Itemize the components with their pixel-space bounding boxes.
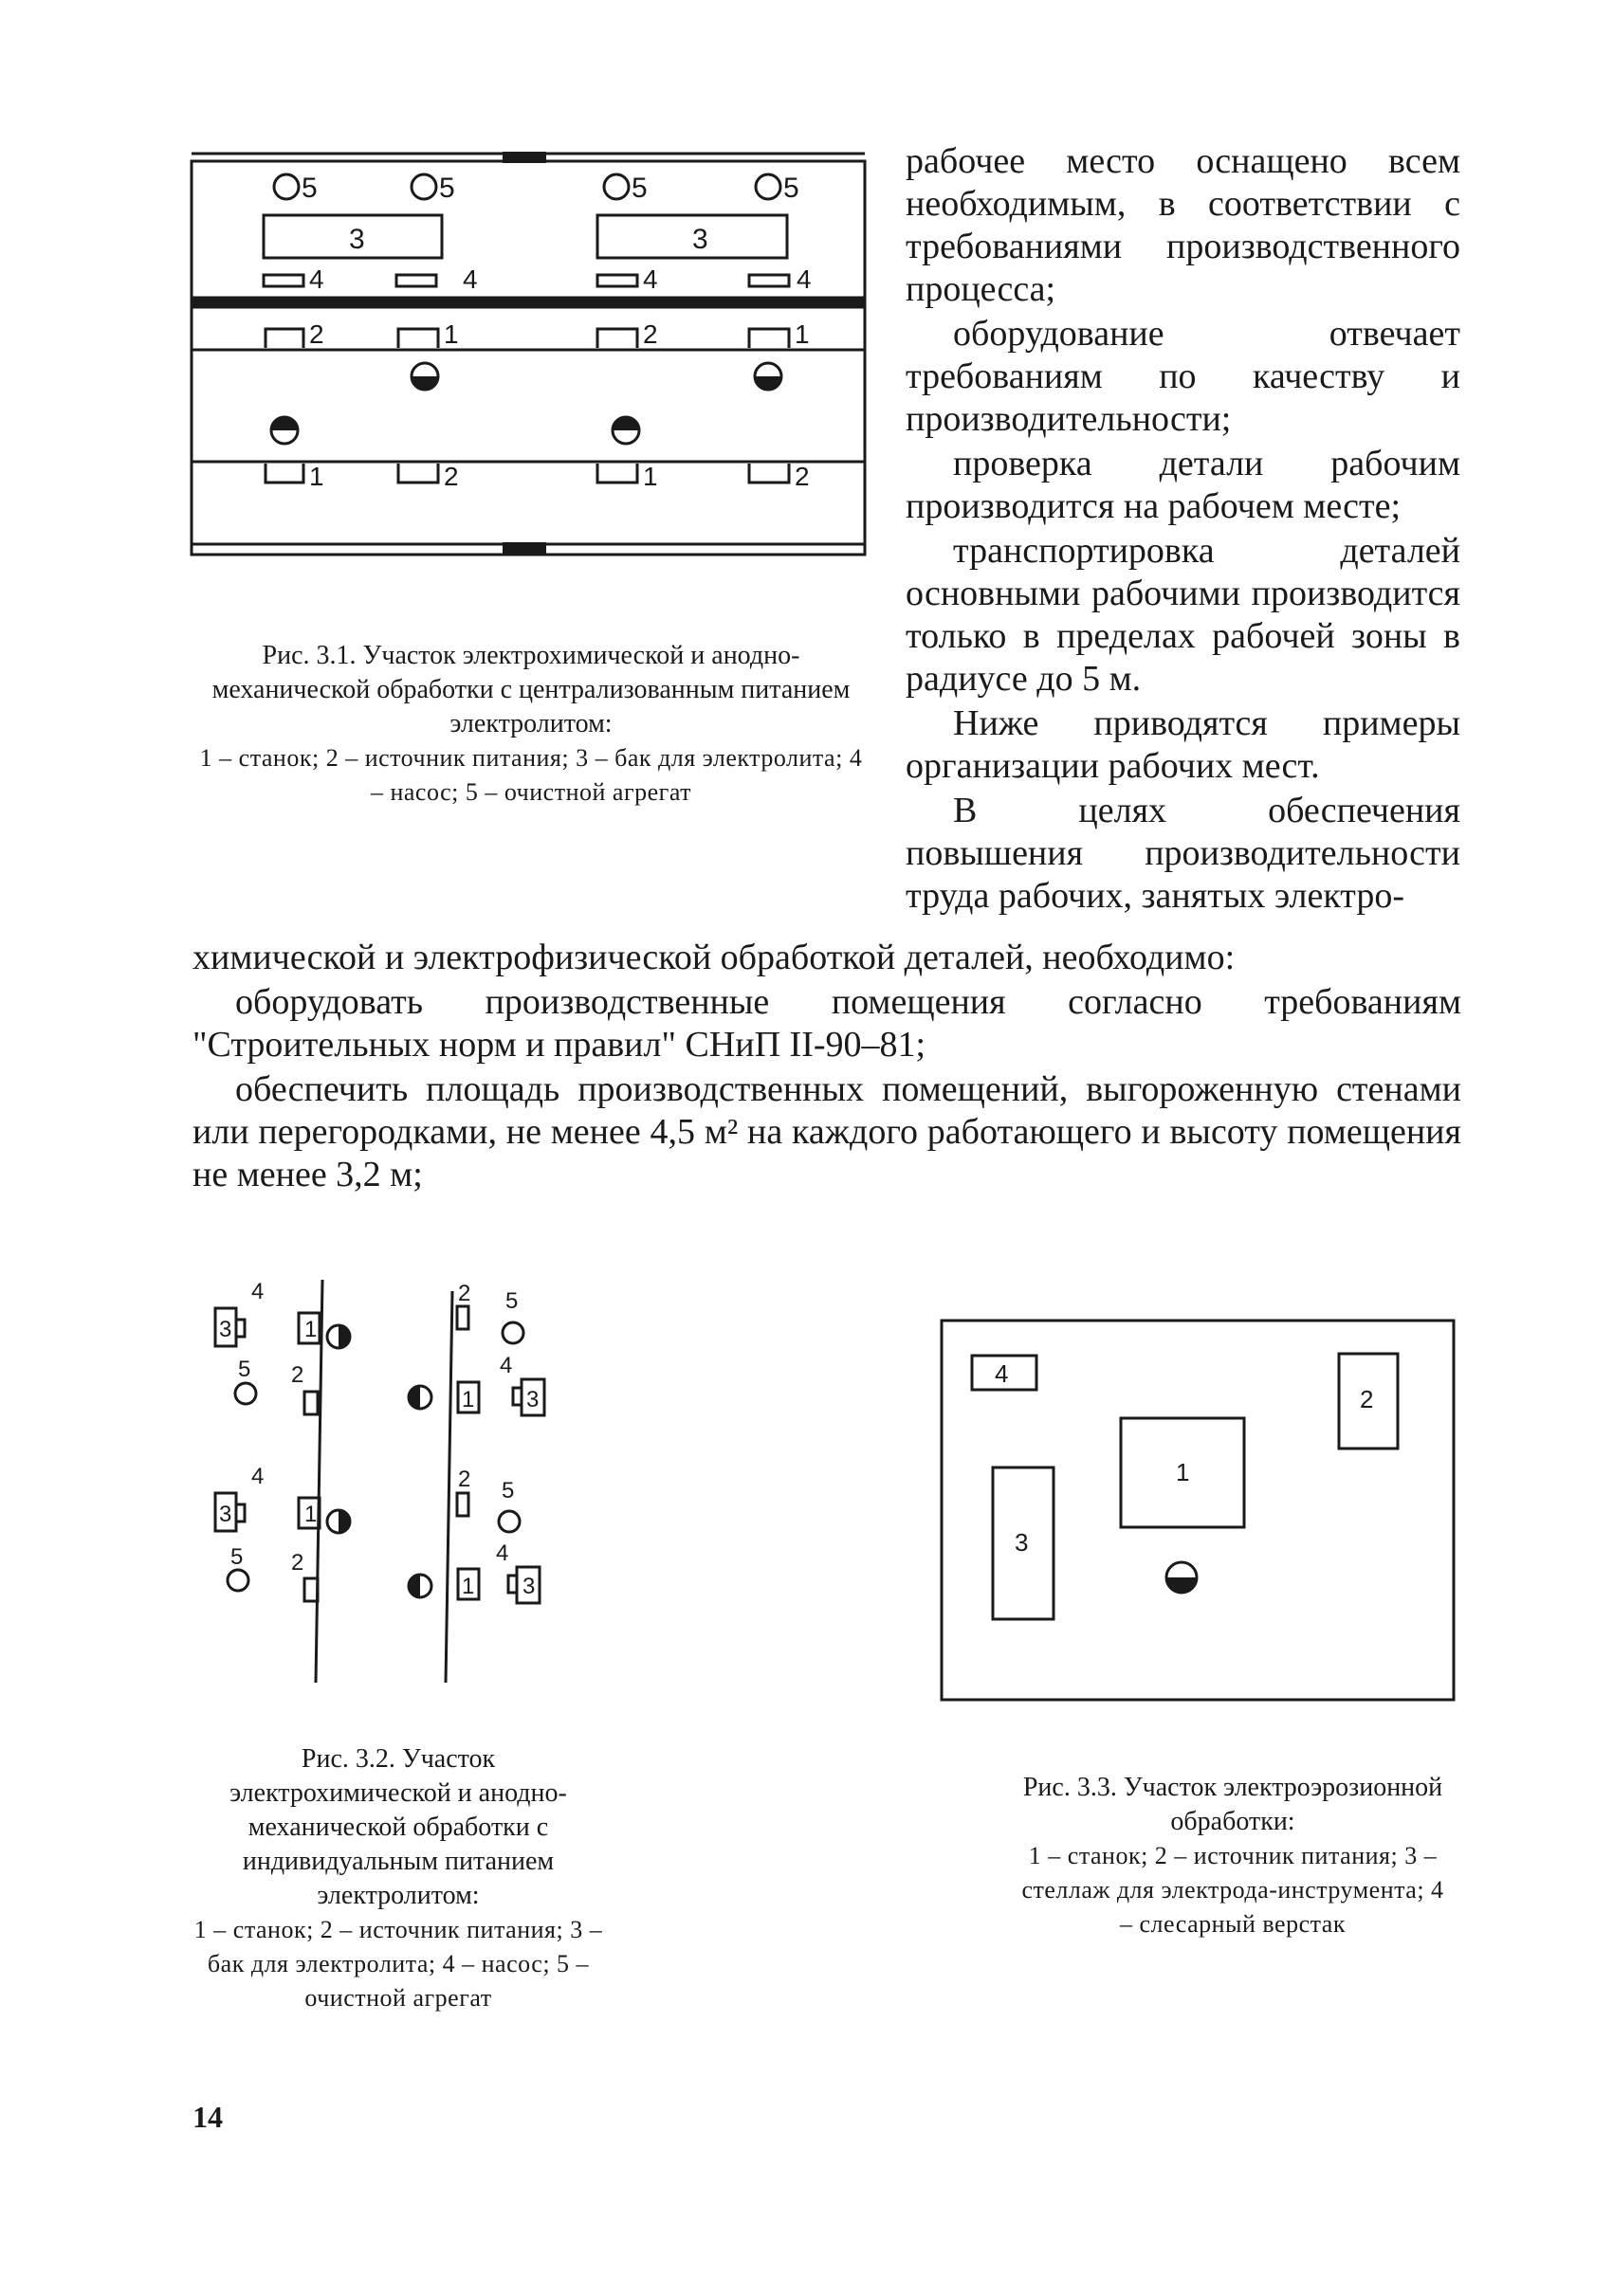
label-5d: 5 [783,173,799,204]
paragraph: рабочее место оснащено всем необходимым, в соответствии с требованиями производственного процесса; [906,141,1460,309]
right-column-text [906,140,1460,920]
svg-text:3: 3 [526,1387,540,1412]
svg-text:1: 1 [462,1574,475,1599]
svg-text:2: 2 [1360,1385,1374,1413]
label-3b: 3 [692,224,708,255]
svg-text:5: 5 [230,1544,244,1570]
svg-text:2: 2 [458,1467,471,1492]
paragraph: оборудование отвечает требованиям по качеству и производительности; [906,314,1460,439]
svg-text:4: 4 [309,264,324,294]
svg-text:4: 4 [251,1279,265,1304]
aggregate-icons [274,174,780,199]
svg-text:1: 1 [309,462,324,491]
paragraph: проверка детали рабочим производится на рабочем месте; [906,444,1460,526]
full-width-text [192,937,1461,1198]
figure-3-2-legend: 1 – станок; 2 – источник питания; 3 – бак для электролита; 4 – насос; 5 – очистной агрегат [193,1916,603,2012]
svg-text:5: 5 [505,1288,519,1314]
figure-3-1-diagram [190,144,868,561]
svg-text:2: 2 [291,1362,304,1388]
svg-text:4: 4 [463,264,478,294]
paragraph: транспортировка деталей основными рабочими производится только в пределах рабочей зоны в радиусе до 5 м. [906,531,1460,699]
svg-text:3: 3 [219,1317,232,1342]
svg-text:4: 4 [251,1464,265,1489]
svg-text:4: 4 [797,264,812,294]
figure-3-1-legend: 1 – станок; 2 – источник питания; 3 – бак для электролита; 4 – насос; 5 – очистной агрегат [199,744,863,806]
figure-3-1-caption [194,639,868,810]
operator-icons [271,363,781,444]
svg-text:1: 1 [462,1387,475,1412]
page-number: 14 [192,2100,223,2134]
figure-3-3-legend: 1 – станок; 2 – источник питания; 3 – стеллаж для электрода-инструмента; 4 – слесарный верстак [1021,1842,1444,1938]
svg-text:1: 1 [304,1317,318,1342]
svg-text:1: 1 [1176,1458,1190,1486]
figure-3-3-diagram [939,1318,1470,1716]
paragraph: оборудовать производственные помещения согласно требованиям "Строительных норм и правил" СНиП II-90–81; [192,982,1461,1065]
figure-3-3-title: Рис. 3.3. Участок электроэрозионной обработки: [1022,1773,1443,1836]
figure-3-3-caption [1015,1771,1451,1941]
svg-text:2: 2 [458,1281,471,1306]
svg-text:2: 2 [795,462,810,491]
paragraph-continuation: химической и электрофизической обработкой деталей, необходимо: [192,938,1236,977]
paragraph: Ниже приводятся примеры организации рабочих мест. [906,703,1460,786]
svg-text:2: 2 [309,319,324,349]
label-5b: 5 [439,173,455,204]
svg-text:5: 5 [238,1357,251,1382]
svg-text:2: 2 [291,1550,304,1576]
svg-text:1: 1 [795,319,810,349]
figure-3-2-title: Рис. 3.2. Участок электрохимической и анодно-механической обработки с индивидуальным питанием электролитом: [229,1744,567,1910]
figure-3-2-caption [190,1742,607,2015]
svg-text:2: 2 [643,319,658,349]
svg-text:4: 4 [496,1540,509,1566]
svg-text:2: 2 [444,462,459,491]
label-5a: 5 [302,173,318,204]
svg-text:4: 4 [643,264,658,294]
svg-text:4: 4 [995,1359,1009,1388]
figure-3-1-title: Рис. 3.1. Участок электрохимической и анодно-механической обработки с централизованным питанием электролитом: [211,641,851,738]
paragraph: В целях обеспечения повышения производительности труда рабочих, занятых электро- [906,791,1460,916]
svg-text:1: 1 [304,1502,318,1527]
svg-text:3: 3 [522,1574,536,1599]
svg-text:1: 1 [444,319,459,349]
pump-icons [264,275,789,286]
svg-text:4: 4 [500,1353,513,1378]
paragraph: обеспечить площадь производственных помещений, выгороженную стенами или перегородками, не менее 4,5 м² на каждого работающего и высоту помещения не менее 3,2 м; [192,1069,1461,1194]
svg-text:1: 1 [643,462,658,491]
figure-3-2-diagram [204,1270,583,1687]
svg-text:3: 3 [219,1502,232,1527]
label-5c: 5 [632,173,648,204]
svg-text:5: 5 [502,1478,515,1503]
label-3a: 3 [349,224,365,255]
svg-text:3: 3 [1015,1528,1029,1557]
